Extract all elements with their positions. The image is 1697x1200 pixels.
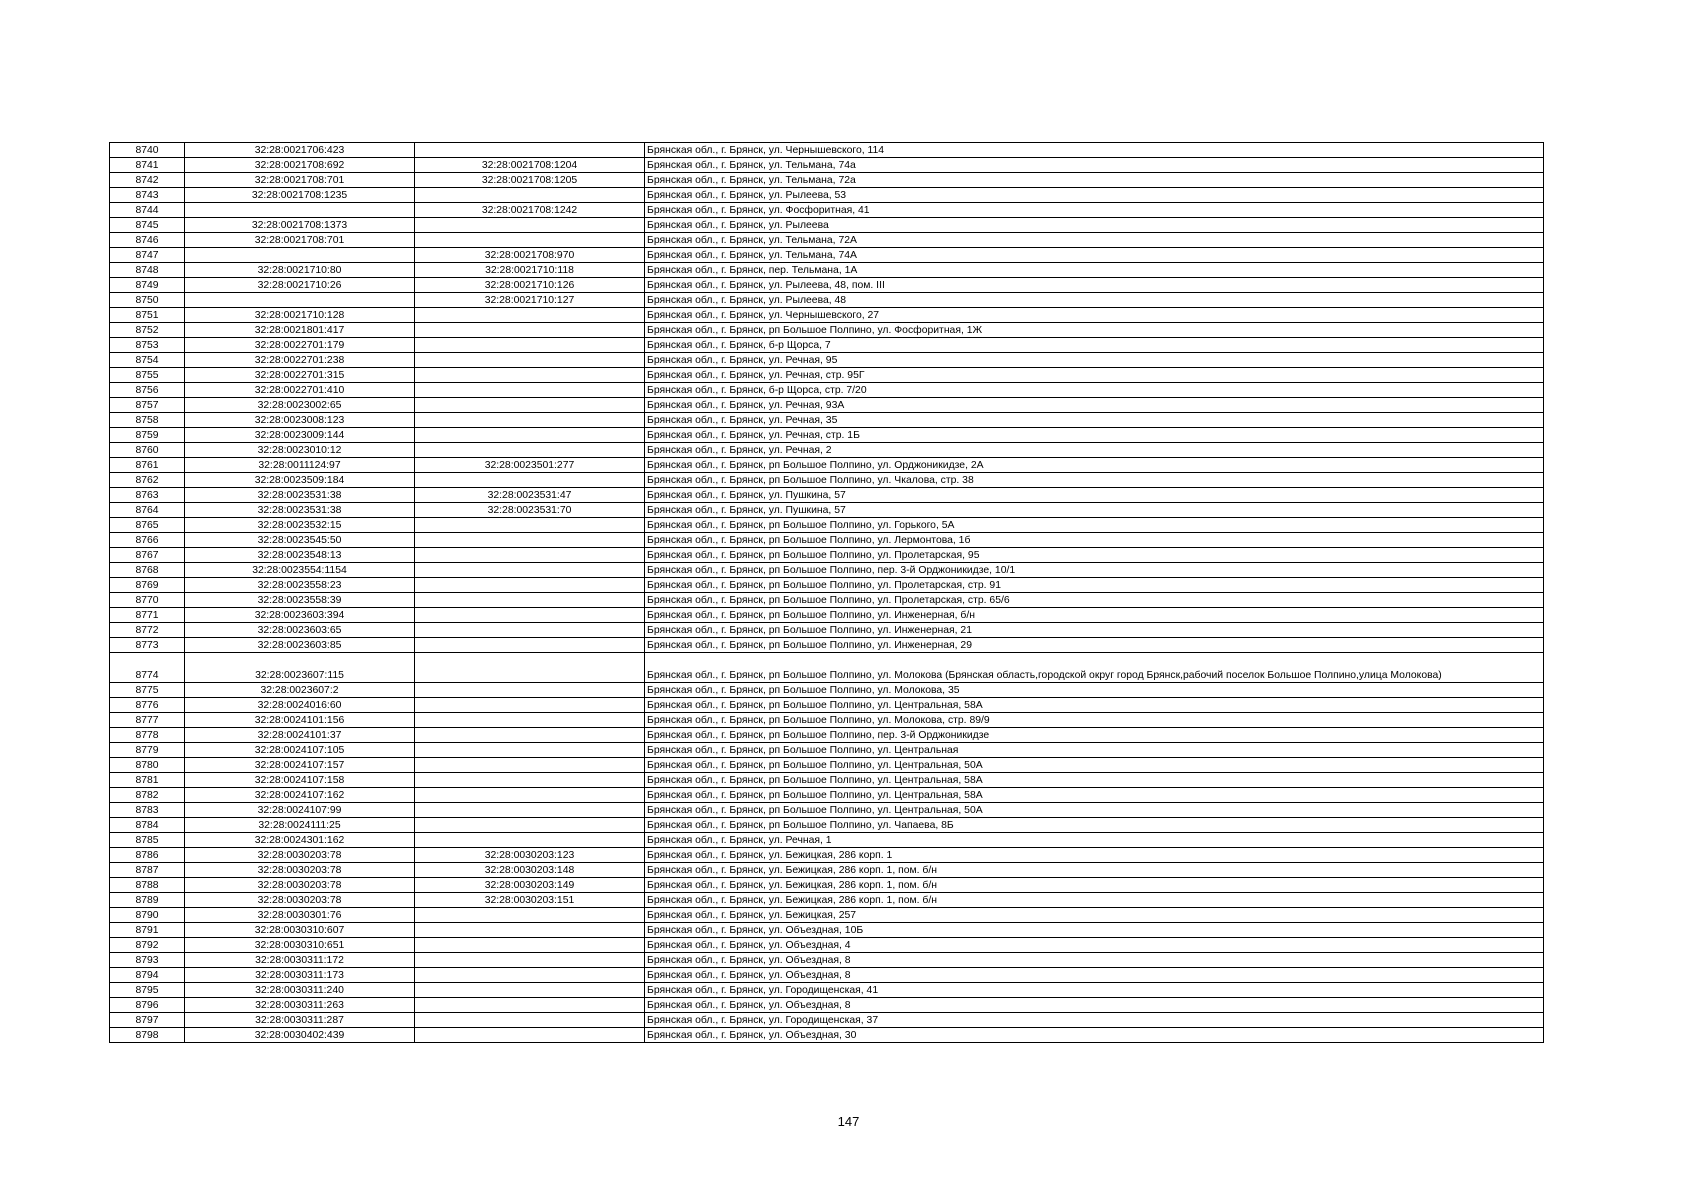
cadastral-number-cell: 32:28:0023548:13 bbox=[185, 548, 415, 563]
table-row bbox=[110, 143, 1544, 158]
cadastral-number-cell: 32:28:0030301:76 bbox=[185, 908, 415, 923]
table-row bbox=[110, 203, 1544, 218]
cadastral-number-cell: 32:28:0021708:701 bbox=[185, 233, 415, 248]
address-cell: Брянская обл., г. Брянск, рп Большое Полпино, пер. 3-й Орджоникидзе bbox=[645, 728, 1544, 743]
row-number-cell: 8787 bbox=[110, 863, 185, 878]
row-number-cell: 8794 bbox=[110, 968, 185, 983]
cadastral-number-cell: 32:28:0021710:128 bbox=[185, 308, 415, 323]
table-row bbox=[110, 773, 1544, 788]
related-cadastral-number-cell: 32:28:0023531:47 bbox=[415, 488, 645, 503]
cadastral-number-cell: 32:28:0030311:287 bbox=[185, 1013, 415, 1028]
related-cadastral-number-cell bbox=[415, 683, 645, 698]
row-number-cell: 8744 bbox=[110, 203, 185, 218]
row-number-cell: 8777 bbox=[110, 713, 185, 728]
cadastral-number-cell: 32:28:0023531:38 bbox=[185, 488, 415, 503]
related-cadastral-number-cell bbox=[415, 218, 645, 233]
cadastral-number-cell: 32:28:0030310:607 bbox=[185, 923, 415, 938]
related-cadastral-number-cell bbox=[415, 323, 645, 338]
table-row bbox=[110, 428, 1544, 443]
related-cadastral-number-cell: 32:28:0030203:149 bbox=[415, 878, 645, 893]
address-cell: Брянская обл., г. Брянск, рп Большое Полпино, ул. Центральная bbox=[645, 743, 1544, 758]
cadastral-number-cell: 32:28:0021706:423 bbox=[185, 143, 415, 158]
cadastral-number-cell: 32:28:0021708:701 bbox=[185, 173, 415, 188]
cadastral-number-cell bbox=[185, 248, 415, 263]
address-cell: Брянская обл., г. Брянск, ул. Объездная, 8 bbox=[645, 968, 1544, 983]
cadastral-number-cell: 32:28:0030310:651 bbox=[185, 938, 415, 953]
address-cell: Брянская обл., г. Брянск, ул. Пушкина, 57 bbox=[645, 503, 1544, 518]
cadastral-number-cell: 32:28:0023558:39 bbox=[185, 593, 415, 608]
table-row bbox=[110, 758, 1544, 773]
row-number-cell: 8784 bbox=[110, 818, 185, 833]
related-cadastral-number-cell bbox=[415, 353, 645, 368]
related-cadastral-number-cell bbox=[415, 638, 645, 653]
related-cadastral-number-cell bbox=[415, 578, 645, 593]
row-number-cell: 8788 bbox=[110, 878, 185, 893]
address-cell: Брянская обл., г. Брянск, ул. Объездная, 8 bbox=[645, 953, 1544, 968]
row-number-cell: 8793 bbox=[110, 953, 185, 968]
address-cell: Брянская обл., г. Брянск, рп Большое Полпино, ул. Центральная, 50А bbox=[645, 803, 1544, 818]
address-cell: Брянская обл., г. Брянск, пер. Тельмана, 1А bbox=[645, 263, 1544, 278]
row-number-cell: 8740 bbox=[110, 143, 185, 158]
cadastral-number-cell: 32:28:0024107:162 bbox=[185, 788, 415, 803]
related-cadastral-number-cell: 32:28:0021710:118 bbox=[415, 263, 645, 278]
related-cadastral-number-cell: 32:28:0030203:123 bbox=[415, 848, 645, 863]
table-row bbox=[110, 638, 1544, 653]
cadastral-number-cell: 32:28:0023531:38 bbox=[185, 503, 415, 518]
cadastral-number-cell: 32:28:0024107:99 bbox=[185, 803, 415, 818]
related-cadastral-number-cell bbox=[415, 1028, 645, 1043]
address-cell: Брянская обл., г. Брянск, ул. Речная, 93А bbox=[645, 398, 1544, 413]
row-number-cell: 8741 bbox=[110, 158, 185, 173]
cadastral-number-cell: 32:28:0023603:394 bbox=[185, 608, 415, 623]
related-cadastral-number-cell: 32:28:0021708:1205 bbox=[415, 173, 645, 188]
address-cell: Брянская обл., г. Брянск, ул. Тельмана, 74А bbox=[645, 248, 1544, 263]
address-cell: Брянская обл., г. Брянск, ул. Рылеева, 53 bbox=[645, 188, 1544, 203]
row-number-cell: 8755 bbox=[110, 368, 185, 383]
address-cell: Брянская обл., г. Брянск, б-р Щорса, стр. 7/20 bbox=[645, 383, 1544, 398]
related-cadastral-number-cell bbox=[415, 713, 645, 728]
address-cell: Брянская обл., г. Брянск, ул. Тельмана, 72а bbox=[645, 173, 1544, 188]
table-row bbox=[110, 308, 1544, 323]
address-cell: Брянская обл., г. Брянск, б-р Щорса, 7 bbox=[645, 338, 1544, 353]
row-number-cell: 8756 bbox=[110, 383, 185, 398]
related-cadastral-number-cell bbox=[415, 758, 645, 773]
related-cadastral-number-cell bbox=[415, 383, 645, 398]
cadastral-number-cell: 32:28:0021710:80 bbox=[185, 263, 415, 278]
cadastral-number-cell: 32:28:0030203:78 bbox=[185, 863, 415, 878]
property-table bbox=[109, 142, 1544, 1043]
cadastral-number-cell bbox=[185, 293, 415, 308]
related-cadastral-number-cell bbox=[415, 908, 645, 923]
related-cadastral-number-cell: 32:28:0021708:970 bbox=[415, 248, 645, 263]
table-row bbox=[110, 188, 1544, 203]
cadastral-number-cell: 32:28:0021801:417 bbox=[185, 323, 415, 338]
table-row bbox=[110, 398, 1544, 413]
row-number-cell: 8779 bbox=[110, 743, 185, 758]
row-number-cell: 8781 bbox=[110, 773, 185, 788]
row-number-cell: 8775 bbox=[110, 683, 185, 698]
cadastral-number-cell: 32:28:0023603:65 bbox=[185, 623, 415, 638]
table-row bbox=[110, 488, 1544, 503]
address-cell: Брянская обл., г. Брянск, ул. Фосфоритная, 41 bbox=[645, 203, 1544, 218]
address-cell: Брянская обл., г. Брянск, ул. Городищенская, 37 bbox=[645, 1013, 1544, 1028]
table-row bbox=[110, 323, 1544, 338]
address-cell: Брянская обл., г. Брянск, ул. Городищенская, 41 bbox=[645, 983, 1544, 998]
related-cadastral-number-cell bbox=[415, 998, 645, 1013]
related-cadastral-number-cell bbox=[415, 728, 645, 743]
related-cadastral-number-cell: 32:28:0021710:126 bbox=[415, 278, 645, 293]
row-number-cell: 8751 bbox=[110, 308, 185, 323]
address-cell: Брянская обл., г. Брянск, ул. Объездная, 4 bbox=[645, 938, 1544, 953]
row-number-cell: 8783 bbox=[110, 803, 185, 818]
related-cadastral-number-cell: 32:28:0021708:1242 bbox=[415, 203, 645, 218]
row-number-cell: 8776 bbox=[110, 698, 185, 713]
table-row bbox=[110, 368, 1544, 383]
cadastral-number-cell: 32:28:0024101:156 bbox=[185, 713, 415, 728]
related-cadastral-number-cell bbox=[415, 233, 645, 248]
address-cell: Брянская обл., г. Брянск, рп Большое Полпино, ул. Пролетарская, стр. 91 bbox=[645, 578, 1544, 593]
table-row bbox=[110, 1028, 1544, 1043]
address-cell: Брянская обл., г. Брянск, рп Большое Полпино, ул. Чапаева, 8Б bbox=[645, 818, 1544, 833]
row-number-cell: 8791 bbox=[110, 923, 185, 938]
table-row bbox=[110, 338, 1544, 353]
cadastral-number-cell: 32:28:0023002:65 bbox=[185, 398, 415, 413]
related-cadastral-number-cell bbox=[415, 803, 645, 818]
table-row bbox=[110, 743, 1544, 758]
related-cadastral-number-cell bbox=[415, 368, 645, 383]
table-row bbox=[110, 218, 1544, 233]
related-cadastral-number-cell bbox=[415, 563, 645, 578]
table-row bbox=[110, 458, 1544, 473]
row-number-cell: 8752 bbox=[110, 323, 185, 338]
cadastral-number-cell: 32:28:0011124:97 bbox=[185, 458, 415, 473]
table-row bbox=[110, 623, 1544, 638]
related-cadastral-number-cell bbox=[415, 968, 645, 983]
table-row bbox=[110, 1013, 1544, 1028]
cadastral-number-cell: 32:28:0030311:173 bbox=[185, 968, 415, 983]
row-number-cell: 8761 bbox=[110, 458, 185, 473]
related-cadastral-number-cell: 32:28:0023531:70 bbox=[415, 503, 645, 518]
table-row bbox=[110, 563, 1544, 578]
cadastral-number-cell bbox=[185, 203, 415, 218]
table-row bbox=[110, 998, 1544, 1013]
address-cell: Брянская обл., г. Брянск, рп Большое Полпино, ул. Фосфоритная, 1Ж bbox=[645, 323, 1544, 338]
row-number-cell: 8786 bbox=[110, 848, 185, 863]
address-cell: Брянская обл., г. Брянск, рп Большое Полпино, ул. Молокова, стр. 89/9 bbox=[645, 713, 1544, 728]
related-cadastral-number-cell bbox=[415, 548, 645, 563]
related-cadastral-number-cell bbox=[415, 923, 645, 938]
related-cadastral-number-cell: 32:28:0030203:148 bbox=[415, 863, 645, 878]
table-row bbox=[110, 803, 1544, 818]
row-number-cell: 8774 bbox=[110, 653, 185, 683]
address-cell: Брянская обл., г. Брянск, рп Большое Полпино, ул. Центральная, 58А bbox=[645, 698, 1544, 713]
table-row bbox=[110, 908, 1544, 923]
cadastral-number-cell: 32:28:0023545:50 bbox=[185, 533, 415, 548]
address-cell: Брянская обл., г. Брянск, ул. Бежицкая, 257 bbox=[645, 908, 1544, 923]
cadastral-number-cell: 32:28:0022701:410 bbox=[185, 383, 415, 398]
row-number-cell: 8798 bbox=[110, 1028, 185, 1043]
cadastral-number-cell: 32:28:0023009:144 bbox=[185, 428, 415, 443]
address-cell: Брянская обл., г. Брянск, ул. Рылеева bbox=[645, 218, 1544, 233]
table-row bbox=[110, 233, 1544, 248]
row-number-cell: 8789 bbox=[110, 893, 185, 908]
row-number-cell: 8742 bbox=[110, 173, 185, 188]
cadastral-number-cell: 32:28:0024107:157 bbox=[185, 758, 415, 773]
cadastral-number-cell: 32:28:0023554:1154 bbox=[185, 563, 415, 578]
table-row bbox=[110, 728, 1544, 743]
row-number-cell: 8765 bbox=[110, 518, 185, 533]
address-cell: Брянская обл., г. Брянск, рп Большое Полпино, ул. Чкалова, стр. 38 bbox=[645, 473, 1544, 488]
table-row bbox=[110, 518, 1544, 533]
related-cadastral-number-cell bbox=[415, 473, 645, 488]
table-row bbox=[110, 578, 1544, 593]
table-row bbox=[110, 833, 1544, 848]
address-cell: Брянская обл., г. Брянск, ул. Объездная, 10Б bbox=[645, 923, 1544, 938]
related-cadastral-number-cell bbox=[415, 143, 645, 158]
address-cell: Брянская обл., г. Брянск, ул. Речная, стр. 95Г bbox=[645, 368, 1544, 383]
table-row bbox=[110, 503, 1544, 518]
address-cell: Брянская обл., г. Брянск, рп Большое Полпино, ул. Молокова (Брянская область,городской округ город Брянск,рабочий поселок Большое Полпино,улица Молокова) bbox=[645, 653, 1544, 683]
cadastral-number-cell: 32:28:0023558:23 bbox=[185, 578, 415, 593]
related-cadastral-number-cell: 32:28:0021710:127 bbox=[415, 293, 645, 308]
table-row bbox=[110, 653, 1544, 683]
row-number-cell: 8750 bbox=[110, 293, 185, 308]
table-row bbox=[110, 413, 1544, 428]
row-number-cell: 8748 bbox=[110, 263, 185, 278]
address-cell: Брянская обл., г. Брянск, рп Большое Полпино, ул. Орджоникидзе, 2А bbox=[645, 458, 1544, 473]
cadastral-number-cell: 32:28:0023607:2 bbox=[185, 683, 415, 698]
cadastral-number-cell: 32:28:0024111:25 bbox=[185, 818, 415, 833]
related-cadastral-number-cell bbox=[415, 608, 645, 623]
cadastral-number-cell: 32:28:0030203:78 bbox=[185, 878, 415, 893]
related-cadastral-number-cell bbox=[415, 743, 645, 758]
table-row bbox=[110, 263, 1544, 278]
related-cadastral-number-cell bbox=[415, 938, 645, 953]
row-number-cell: 8753 bbox=[110, 338, 185, 353]
address-cell: Брянская обл., г. Брянск, ул. Речная, стр. 1Б bbox=[645, 428, 1544, 443]
cadastral-number-cell: 32:28:0023607:115 bbox=[185, 653, 415, 683]
table-row bbox=[110, 818, 1544, 833]
related-cadastral-number-cell bbox=[415, 398, 645, 413]
address-cell: Брянская обл., г. Брянск, рп Большое Полпино, пер. 3-й Орджоникидзе, 10/1 bbox=[645, 563, 1544, 578]
table-row bbox=[110, 683, 1544, 698]
related-cadastral-number-cell bbox=[415, 983, 645, 998]
address-cell: Брянская обл., г. Брянск, ул. Тельмана, 72А bbox=[645, 233, 1544, 248]
address-cell: Брянская обл., г. Брянск, рп Большое Полпино, ул. Пролетарская, 95 bbox=[645, 548, 1544, 563]
cadastral-number-cell: 32:28:0022701:238 bbox=[185, 353, 415, 368]
row-number-cell: 8771 bbox=[110, 608, 185, 623]
table-row bbox=[110, 698, 1544, 713]
row-number-cell: 8790 bbox=[110, 908, 185, 923]
address-cell: Брянская обл., г. Брянск, ул. Рылеева, 48 bbox=[645, 293, 1544, 308]
row-number-cell: 8773 bbox=[110, 638, 185, 653]
related-cadastral-number-cell bbox=[415, 188, 645, 203]
table-row bbox=[110, 713, 1544, 728]
address-cell: Брянская обл., г. Брянск, ул. Объездная, 30 bbox=[645, 1028, 1544, 1043]
row-number-cell: 8797 bbox=[110, 1013, 185, 1028]
table-row bbox=[110, 353, 1544, 368]
related-cadastral-number-cell: 32:28:0021708:1204 bbox=[415, 158, 645, 173]
row-number-cell: 8760 bbox=[110, 443, 185, 458]
row-number-cell: 8749 bbox=[110, 278, 185, 293]
related-cadastral-number-cell: 32:28:0023501:277 bbox=[415, 458, 645, 473]
address-cell: Брянская обл., г. Брянск, ул. Объездная, 8 bbox=[645, 998, 1544, 1013]
related-cadastral-number-cell bbox=[415, 593, 645, 608]
address-cell: Брянская обл., г. Брянск, ул. Рылеева, 48, пом. III bbox=[645, 278, 1544, 293]
row-number-cell: 8795 bbox=[110, 983, 185, 998]
row-number-cell: 8766 bbox=[110, 533, 185, 548]
cadastral-number-cell: 32:28:0024107:105 bbox=[185, 743, 415, 758]
cadastral-number-cell: 32:28:0030311:240 bbox=[185, 983, 415, 998]
cadastral-number-cell: 32:28:0024016:60 bbox=[185, 698, 415, 713]
cadastral-number-cell: 32:28:0023603:85 bbox=[185, 638, 415, 653]
related-cadastral-number-cell bbox=[415, 413, 645, 428]
table-row bbox=[110, 938, 1544, 953]
row-number-cell: 8757 bbox=[110, 398, 185, 413]
row-number-cell: 8768 bbox=[110, 563, 185, 578]
address-cell: Брянская обл., г. Брянск, ул. Чернышевского, 114 bbox=[645, 143, 1544, 158]
related-cadastral-number-cell bbox=[415, 833, 645, 848]
address-cell: Брянская обл., г. Брянск, рп Большое Полпино, ул. Горького, 5А bbox=[645, 518, 1544, 533]
table-row bbox=[110, 983, 1544, 998]
row-number-cell: 8769 bbox=[110, 578, 185, 593]
address-cell: Брянская обл., г. Брянск, рп Большое Полпино, ул. Молокова, 35 bbox=[645, 683, 1544, 698]
row-number-cell: 8746 bbox=[110, 233, 185, 248]
row-number-cell: 8743 bbox=[110, 188, 185, 203]
cadastral-number-cell: 32:28:0021708:1235 bbox=[185, 188, 415, 203]
table-row bbox=[110, 863, 1544, 878]
table-row bbox=[110, 878, 1544, 893]
row-number-cell: 8796 bbox=[110, 998, 185, 1013]
address-cell: Брянская обл., г. Брянск, ул. Бежицкая, 286 корп. 1, пом. б/н bbox=[645, 863, 1544, 878]
table-row bbox=[110, 248, 1544, 263]
cadastral-number-cell: 32:28:0023509:184 bbox=[185, 473, 415, 488]
page-number: 147 bbox=[837, 1114, 860, 1129]
address-cell: Брянская обл., г. Брянск, рп Большое Полпино, ул. Центральная, 58А bbox=[645, 788, 1544, 803]
table-row bbox=[110, 593, 1544, 608]
table-row bbox=[110, 383, 1544, 398]
address-cell: Брянская обл., г. Брянск, рп Большое Полпино, ул. Пролетарская, стр. 65/6 bbox=[645, 593, 1544, 608]
table-row bbox=[110, 293, 1544, 308]
related-cadastral-number-cell bbox=[415, 518, 645, 533]
row-number-cell: 8782 bbox=[110, 788, 185, 803]
cadastral-number-cell: 32:28:0030311:172 bbox=[185, 953, 415, 968]
related-cadastral-number-cell: 32:28:0030203:151 bbox=[415, 893, 645, 908]
row-number-cell: 8754 bbox=[110, 353, 185, 368]
table-row bbox=[110, 893, 1544, 908]
row-number-cell: 8745 bbox=[110, 218, 185, 233]
row-number-cell: 8772 bbox=[110, 623, 185, 638]
address-cell: Брянская обл., г. Брянск, ул. Речная, 2 bbox=[645, 443, 1544, 458]
cadastral-number-cell: 32:28:0023010:12 bbox=[185, 443, 415, 458]
related-cadastral-number-cell bbox=[415, 953, 645, 968]
cadastral-number-cell: 32:28:0030203:78 bbox=[185, 848, 415, 863]
cadastral-number-cell: 32:28:0024107:158 bbox=[185, 773, 415, 788]
row-number-cell: 8767 bbox=[110, 548, 185, 563]
table-row bbox=[110, 278, 1544, 293]
row-number-cell: 8759 bbox=[110, 428, 185, 443]
table-row bbox=[110, 848, 1544, 863]
address-cell: Брянская обл., г. Брянск, рп Большое Полпино, ул. Инженерная, 21 bbox=[645, 623, 1544, 638]
address-cell: Брянская обл., г. Брянск, ул. Речная, 1 bbox=[645, 833, 1544, 848]
row-number-cell: 8762 bbox=[110, 473, 185, 488]
address-cell: Брянская обл., г. Брянск, ул. Речная, 95 bbox=[645, 353, 1544, 368]
table-row bbox=[110, 473, 1544, 488]
row-number-cell: 8792 bbox=[110, 938, 185, 953]
row-number-cell: 8764 bbox=[110, 503, 185, 518]
cadastral-number-cell: 32:28:0023532:15 bbox=[185, 518, 415, 533]
cadastral-number-cell: 32:28:0021710:26 bbox=[185, 278, 415, 293]
cadastral-number-cell: 32:28:0030402:439 bbox=[185, 1028, 415, 1043]
address-cell: Брянская обл., г. Брянск, рп Большое Полпино, ул. Лермонтова, 1б bbox=[645, 533, 1544, 548]
cadastral-number-cell: 32:28:0021708:692 bbox=[185, 158, 415, 173]
table-row bbox=[110, 788, 1544, 803]
cadastral-number-cell: 32:28:0024301:162 bbox=[185, 833, 415, 848]
address-cell: Брянская обл., г. Брянск, ул. Пушкина, 57 bbox=[645, 488, 1544, 503]
related-cadastral-number-cell bbox=[415, 773, 645, 788]
row-number-cell: 8780 bbox=[110, 758, 185, 773]
related-cadastral-number-cell bbox=[415, 698, 645, 713]
table-row bbox=[110, 533, 1544, 548]
address-cell: Брянская обл., г. Брянск, ул. Бежицкая, 286 корп. 1, пом. б/н bbox=[645, 878, 1544, 893]
address-cell: Брянская обл., г. Брянск, рп Большое Полпино, ул. Инженерная, 29 bbox=[645, 638, 1544, 653]
table-row bbox=[110, 443, 1544, 458]
cadastral-number-cell: 32:28:0030203:78 bbox=[185, 893, 415, 908]
cadastral-number-cell: 32:28:0023008:123 bbox=[185, 413, 415, 428]
related-cadastral-number-cell bbox=[415, 653, 645, 683]
cadastral-number-cell: 32:28:0022701:179 bbox=[185, 338, 415, 353]
related-cadastral-number-cell bbox=[415, 533, 645, 548]
row-number-cell: 8763 bbox=[110, 488, 185, 503]
related-cadastral-number-cell bbox=[415, 788, 645, 803]
address-cell: Брянская обл., г. Брянск, ул. Бежицкая, 286 корп. 1, пом. б/н bbox=[645, 893, 1544, 908]
row-number-cell: 8770 bbox=[110, 593, 185, 608]
table-body bbox=[110, 143, 1544, 1043]
table-row bbox=[110, 968, 1544, 983]
table-row bbox=[110, 608, 1544, 623]
cadastral-number-cell: 32:28:0021708:1373 bbox=[185, 218, 415, 233]
address-cell: Брянская обл., г. Брянск, рп Большое Полпино, ул. Центральная, 50А bbox=[645, 758, 1544, 773]
address-cell: Брянская обл., г. Брянск, ул. Речная, 35 bbox=[645, 413, 1544, 428]
table-row bbox=[110, 953, 1544, 968]
address-cell: Брянская обл., г. Брянск, ул. Чернышевского, 27 bbox=[645, 308, 1544, 323]
cadastral-number-cell: 32:28:0024101:37 bbox=[185, 728, 415, 743]
address-cell: Брянская обл., г. Брянск, рп Большое Полпино, ул. Инженерная, б/н bbox=[645, 608, 1544, 623]
table-row bbox=[110, 158, 1544, 173]
row-number-cell: 8758 bbox=[110, 413, 185, 428]
address-cell: Брянская обл., г. Брянск, ул. Тельмана, 74а bbox=[645, 158, 1544, 173]
table-row bbox=[110, 173, 1544, 188]
row-number-cell: 8778 bbox=[110, 728, 185, 743]
related-cadastral-number-cell bbox=[415, 338, 645, 353]
cadastral-number-cell: 32:28:0030311:263 bbox=[185, 998, 415, 1013]
table-row bbox=[110, 923, 1544, 938]
related-cadastral-number-cell bbox=[415, 818, 645, 833]
related-cadastral-number-cell bbox=[415, 623, 645, 638]
table-row bbox=[110, 548, 1544, 563]
related-cadastral-number-cell bbox=[415, 1013, 645, 1028]
row-number-cell: 8747 bbox=[110, 248, 185, 263]
address-cell: Брянская обл., г. Брянск, рп Большое Полпино, ул. Центральная, 58А bbox=[645, 773, 1544, 788]
related-cadastral-number-cell bbox=[415, 308, 645, 323]
related-cadastral-number-cell bbox=[415, 428, 645, 443]
address-cell: Брянская обл., г. Брянск, ул. Бежицкая, 286 корп. 1 bbox=[645, 848, 1544, 863]
cadastral-number-cell: 32:28:0022701:315 bbox=[185, 368, 415, 383]
related-cadastral-number-cell bbox=[415, 443, 645, 458]
row-number-cell: 8785 bbox=[110, 833, 185, 848]
